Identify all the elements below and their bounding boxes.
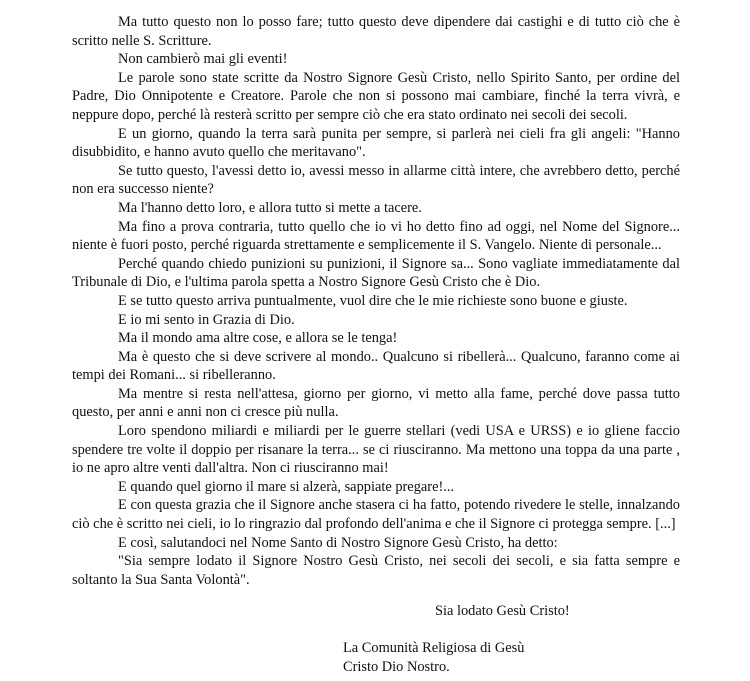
paragraph: Se tutto questo, l'avessi detto io, avessi messo in allarme città intere, che avrebbero detto, perché non era successo niente? xyxy=(72,162,680,198)
paragraph: E quando quel giorno il mare si alzerà, sappiate pregare!... xyxy=(118,478,455,495)
paragraph: Perché quando chiedo punizioni su punizioni, il Signore sa... Sono vagliate immediatamente dal Tribunale di Dio, e l'ultima parola spetta a Nostro Signore Gesù Cristo che è Dio. xyxy=(72,255,680,291)
paragraph: E un giorno, quando la terra sarà punita per sempre, si parlerà nei cieli fra gli angeli: "Hanno disubbidito, e hanno avuto quello che meritavano". xyxy=(72,125,680,161)
paragraph: Ma è questo che si deve scrivere al mondo.. Qualcuno si ribellerà... Qualcuno, faranno come ai tempi dei Romani... si ribelleranno. xyxy=(72,348,680,384)
document-body xyxy=(72,13,680,589)
paragraph: Le parole sono state scritte da Nostro Signore Gesù Cristo, nello Spirito Santo, per ordine del Padre, Dio Onnipotente e Creatore. Parole che non si possono mai cambiare, finché la terra vivrà, e neppure dopo, perché là resterà scritto per sempre ciò che era stato ordinato nei secoli dei secoli. xyxy=(72,69,680,123)
signature-block xyxy=(72,639,680,676)
signature-line-1: La Comunità Religiosa di Gesù xyxy=(343,640,525,656)
paragraph: Ma fino a prova contraria, tutto quello che io vi ho detto fino ad oggi, nel Nome del Signore... niente è fuori posto, perché riguarda strettamente e semplicemente il S. Vangelo. Niente di personale... xyxy=(72,218,680,254)
closing-salutation: Sia lodato Gesù Cristo! xyxy=(435,603,570,620)
paragraph: "Sia sempre lodato il Signore Nostro Gesù Cristo, nei secoli dei secoli, e sia fatta sempre e soltanto la Sua Santa Volontà". xyxy=(72,553,680,588)
paragraph: Ma il mondo ama altre cose, e allora se le tenga! xyxy=(118,330,398,347)
paragraph: Non cambierò mai gli eventi! xyxy=(118,51,288,68)
paragraph: Ma tutto questo non lo posso fare; tutto questo deve dipendere dai castighi e di tutto ciò che è scritto nelle S. Scritture. xyxy=(72,14,680,49)
paragraph: E se tutto questo arriva puntualmente, vuol dire che le mie richieste sono buone e giuste. xyxy=(118,292,628,309)
paragraph: Ma l'hanno detto loro, e allora tutto si mette a tacere. xyxy=(118,199,422,216)
paragraph: Ma mentre si resta nell'attesa, giorno per giorno, vi metto alla fame, perché dove passa tutto questo, per anni e anni non ci cresce più nulla. xyxy=(72,385,680,421)
document-page xyxy=(72,13,680,676)
paragraph: E con questa grazia che il Signore anche stasera ci ha fatto, potendo rivedere le stelle, innalzando ciò che è scritto nei cieli, io lo ringrazio dal profondo dell'anima e che il Signore ci protegga sempre. [...] xyxy=(72,497,680,533)
paragraph: Loro spendono miliardi e miliardi per le guerre stellari (vedi USA e URSS) e io gliene faccio spendere tre volte il doppio per risanare la terra... se ci riusciranno. Ma mettono una toppa da una parte , io ne apro altre venti dall'altra. Non ci riusciranno mai! xyxy=(72,423,680,477)
paragraph: E così, salutandoci nel Nome Santo di Nostro Signore Gesù Cristo, ha detto: xyxy=(118,534,558,551)
paragraph: E io mi sento in Grazia di Dio. xyxy=(118,311,295,328)
signature-line-2: Cristo Dio Nostro. xyxy=(343,658,450,675)
